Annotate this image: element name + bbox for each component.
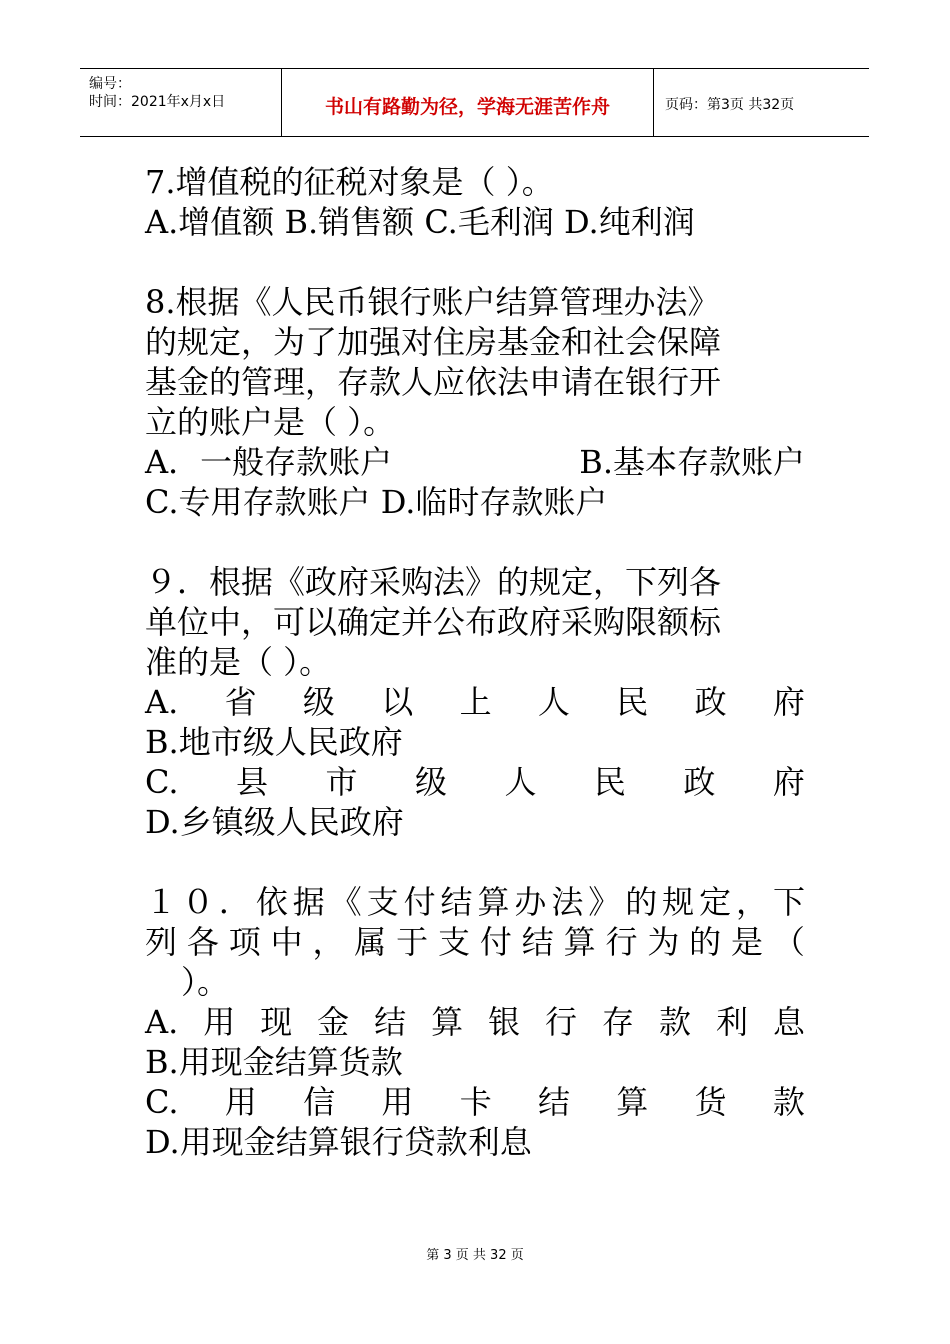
text-segment: 卡 [459, 1083, 492, 1121]
text-segment: A. [145, 683, 179, 721]
text-segment: 现 [260, 1003, 293, 1041]
text-segment: 支 [438, 923, 471, 961]
q10-option-d: D.用现金结算银行贷款利息 [145, 1123, 532, 1161]
text-segment: ． [218, 883, 251, 921]
text-segment: 款 [772, 1083, 805, 1121]
header-motto: 书山有路勤为径，学海无涯苦作舟 [324, 96, 610, 118]
text-segment: 算 [563, 923, 596, 961]
text-segment: 政 [683, 763, 716, 801]
text-segment: 法 [551, 883, 584, 921]
q7-stem: 7.增值税的征税对象是（ ）。 [145, 163, 554, 201]
text-segment: 的 [689, 923, 722, 961]
q8-stem-line-2: 的规定，为了加强对住房基金和社会保障 [145, 323, 722, 361]
text-segment: 民 [616, 683, 649, 721]
text-segment: 府 [772, 763, 805, 801]
text-segment: ０ [181, 883, 214, 921]
text-segment: C. [145, 763, 179, 801]
q9-stem-line-3: 准的是（ ）。 [145, 643, 332, 681]
text-segment: 中 [270, 923, 303, 961]
text-segment: C. [145, 1083, 179, 1121]
q8-stem-line-3: 基金的管理，存款人应依法申请在银行开 [145, 363, 722, 401]
page-footer: 第 3 页 共 32 页 [426, 1248, 524, 1263]
q9-stem-line-2: 单位中，可以确定并公布政府采购限额标 [145, 603, 722, 641]
text-segment: 算 [616, 1083, 649, 1121]
q8-options-ab [145, 442, 805, 482]
text-segment: 息 [772, 1003, 805, 1041]
text-segment: 办 [514, 883, 547, 921]
text-segment: 规 [662, 883, 695, 921]
text-segment: 政 [694, 683, 727, 721]
text-segment: 人 [504, 763, 537, 801]
text-segment: （ [772, 923, 805, 961]
text-segment: 支 [366, 883, 399, 921]
q10-option-a [145, 1002, 805, 1042]
text-segment: 下 [772, 883, 805, 921]
q8-stem-line-1: 8.根据《人民币银行账户结算管理办法》 [145, 283, 720, 321]
text-segment: 用 [381, 1083, 414, 1121]
q7-options: A.增值额 B.销售额 C.毛利润 D.纯利润 [145, 203, 695, 241]
q10-stem-line-2 [145, 922, 805, 962]
text-segment: 民 [593, 763, 626, 801]
q10-option-b: B.用现金结算货款 [145, 1043, 403, 1081]
text-segment: 金 [317, 1003, 350, 1041]
text-segment: ， [312, 923, 345, 961]
text-segment: 依 [255, 883, 288, 921]
text-segment: 属 [354, 923, 387, 961]
text-segment: 结 [374, 1003, 407, 1041]
text-segment: 利 [715, 1003, 748, 1041]
text-segment: 信 [303, 1083, 336, 1121]
text-segment: 以 [381, 683, 414, 721]
text-segment: 各 [186, 923, 219, 961]
q8-options-cd: C.专用存款账户 D.临时存款账户 [145, 483, 608, 521]
text-segment: 《 [329, 883, 362, 921]
text-segment: 人 [537, 683, 570, 721]
text-segment: 据 [292, 883, 325, 921]
text-segment: ， [736, 883, 769, 921]
text-segment: 行 [605, 923, 638, 961]
text-segment: 银 [488, 1003, 521, 1041]
q8-option-b: B.基本存款账户 [579, 443, 805, 481]
q9-stem-line-1: ９．根据《政府采购法》的规定，下列各 [145, 563, 722, 601]
text-segment: 算 [477, 883, 510, 921]
document-time-label: 时间：2021年x月x日 [89, 94, 226, 110]
text-segment: 用 [224, 1083, 257, 1121]
text-segment: 定 [699, 883, 732, 921]
q9-option-d: D.乡镇级人民政府 [145, 803, 404, 841]
document-number-label: 编号： [89, 76, 131, 92]
text-segment: 的 [625, 883, 658, 921]
page-header [80, 68, 869, 137]
text-segment: 上 [459, 683, 492, 721]
q8-option-a: A．一般存款账户 [145, 443, 393, 481]
text-segment: 付 [479, 923, 512, 961]
header-motto-cell [282, 69, 654, 136]
text-segment: 行 [545, 1003, 578, 1041]
q9-option-a [145, 682, 805, 722]
text-segment: 款 [658, 1003, 691, 1041]
q8-stem-line-4: 立的账户是（ ）。 [145, 403, 396, 441]
text-segment: 市 [325, 763, 358, 801]
q10-stem-line-3: ）。 [181, 963, 230, 1001]
q10-option-c [145, 1082, 805, 1122]
text-segment: 级 [302, 683, 335, 721]
text-segment: 县 [235, 763, 268, 801]
text-segment: 府 [772, 683, 805, 721]
text-segment: １ [145, 883, 178, 921]
text-segment: 项 [228, 923, 261, 961]
text-segment: 付 [403, 883, 436, 921]
text-segment: 于 [396, 923, 429, 961]
text-segment: 算 [431, 1003, 464, 1041]
text-segment: 用 [203, 1003, 236, 1041]
header-page-info: 页码：第3页 共32页 [665, 97, 795, 113]
header-meta-cell [80, 69, 282, 136]
q10-stem-line-1 [145, 882, 805, 922]
text-segment: 》 [588, 883, 621, 921]
text-segment: 存 [602, 1003, 635, 1041]
text-segment: 列 [145, 923, 178, 961]
text-segment: 结 [440, 883, 473, 921]
q9-option-c [145, 762, 805, 802]
text-segment: A. [145, 1003, 179, 1041]
text-segment: 为 [647, 923, 680, 961]
text-segment: 级 [414, 763, 447, 801]
text-segment: 货 [694, 1083, 727, 1121]
text-segment: 是 [731, 923, 764, 961]
text-segment: 省 [224, 683, 257, 721]
q9-option-b: B.地市级人民政府 [145, 723, 403, 761]
text-segment: 结 [537, 1083, 570, 1121]
text-segment: 结 [521, 923, 554, 961]
